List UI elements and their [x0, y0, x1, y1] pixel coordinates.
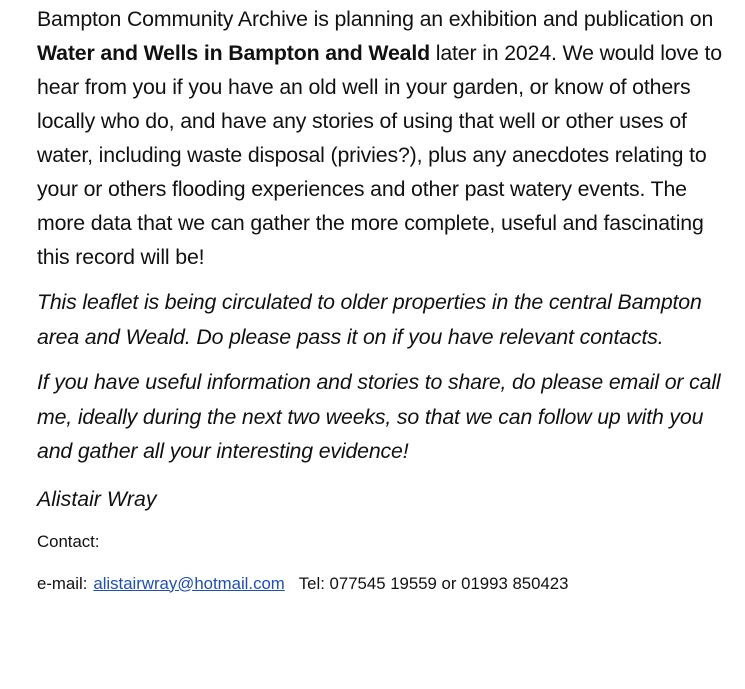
- signature: Alistair Wray: [37, 486, 157, 511]
- circulation-note: This leaflet is being circulated to older properties in the central Bampton area and Weald. Do please pass it on if you have relevant contacts.: [37, 290, 702, 349]
- telephone-text: Tel: 077545 19559 or 01993 850423: [298, 573, 569, 593]
- email-link[interactable]: alistairwray@hotmail.com: [93, 573, 285, 593]
- exhibition-title: Water and Wells in Bampton and Weald: [37, 41, 430, 65]
- intro-text-end: later in 2024. We would love to hear from you if you have an old well in your garden, or know of others locally who do, and have any stories of using that well or other uses of water, including waste disposal (privies?), plus any anecdotes relating to your or others flooding experiences and other past watery events. The more data that we can gather the more complete, useful and fascinating this record will be!: [37, 41, 722, 269]
- call-to-action: If you have useful information and stories to share, do please email or call me, ideally during the next two weeks, so that we can follow up with you and gather all your interesting evidence!: [37, 370, 721, 463]
- intro-text-start: Bampton Community Archive is planning an exhibition and publication on: [37, 7, 714, 31]
- leaflet-document: [37, 0, 737, 598]
- intro-paragraph: [37, 0, 737, 274]
- email-label: e-mail:: [37, 573, 88, 593]
- contact-details: [37, 570, 737, 598]
- contact-label: Contact:: [37, 531, 100, 551]
